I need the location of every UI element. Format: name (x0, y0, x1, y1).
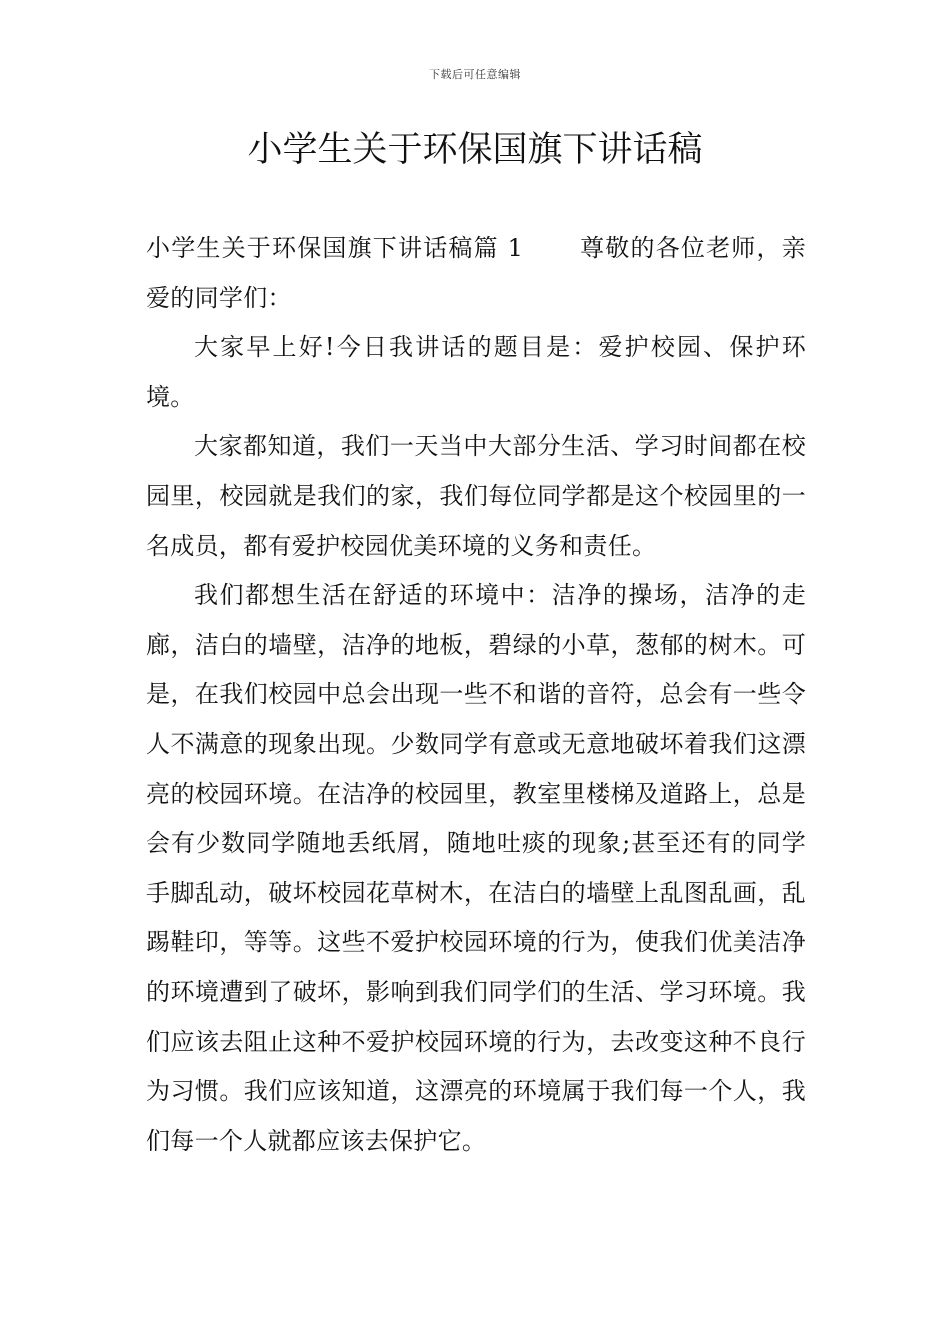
document-body (146, 224, 806, 1166)
paragraph-environment: 我们都想生活在舒适的环境中：洁净的操场，洁净的走廊，洁白的墙壁，洁净的地板，碧绿的小草，葱郁的树木。可是，在我们校园中总会出现一些不和谐的音符，总会有一些令人不满意的现象出现。少数同学有意或无意地破坏着我们这漂亮的校园环境。在洁净的校园里，教室里楼梯及道路上，总是会有少数同学随地丢纸屑，随地吐痰的现象;甚至还有的同学手脚乱动，破坏校园花草树木，在洁白的墙壁上乱图乱画，乱踢鞋印，等等。这些不爱护校园环境的行为，使我们优美洁净的环境遭到了破坏，影响到我们同学们的生活、学习环境。我们应该去阻止这种不爱护校园环境的行为，去改变这种不良行为习惯。我们应该知道，这漂亮的环境属于我们每一个人，我们每一个人就都应该去保护它。 (146, 581, 806, 1155)
document-title: 小学生关于环保国旗下讲话稿 (247, 130, 703, 170)
intro-paragraph (146, 224, 806, 323)
header-note: 下载后可任意编辑 (429, 68, 521, 81)
paragraph-greeting: 大家早上好!今日我讲话的题目是：爱护校园、保护环境。 (146, 333, 806, 411)
section-heading: 小学生关于环保国旗下讲话稿篇 1 (146, 234, 524, 262)
salutation: 尊敬的各位老师，亲爱的同学们： (146, 234, 807, 312)
paragraph-campus: 大家都知道，我们一天当中大部分生活、学习时间都在校园里，校园就是我们的家，我们每位同学都是这个校园里的一名成员，都有爱护校园优美环境的义务和责任。 (146, 432, 806, 560)
